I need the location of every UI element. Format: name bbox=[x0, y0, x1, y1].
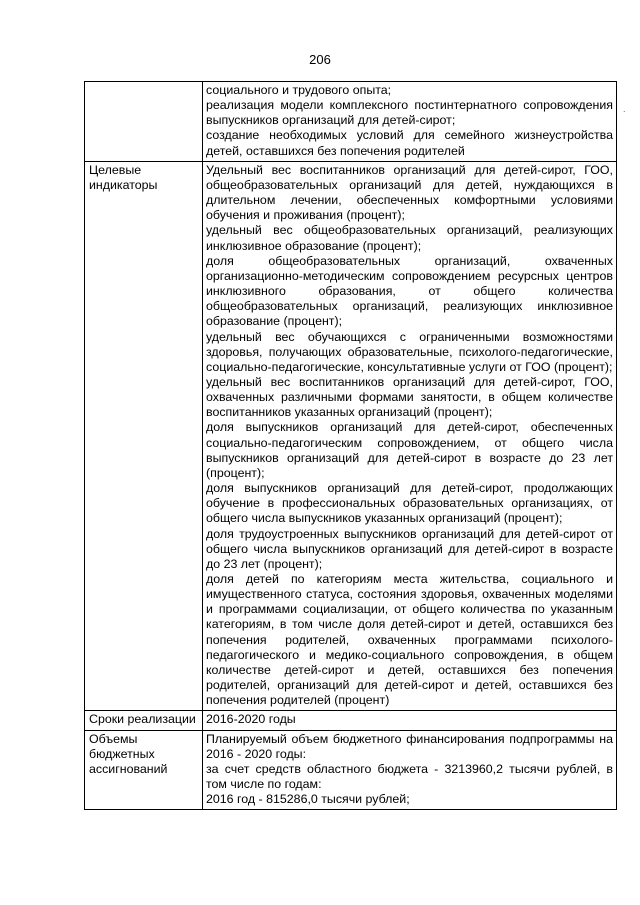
paragraph: реализация модели комплексного постинтернатного сопровождения выпускников организаций для детей-сирот; bbox=[206, 98, 613, 128]
margin-mark: . bbox=[623, 104, 626, 114]
paragraph: 2016-2020 годы bbox=[206, 712, 296, 727]
paragraph: Удельный вес воспитанников организаций для детей-сирот, ГОО, общеобразовательных организаций для детей, нуждающихся в длительном лечении, обеспеченных комфортными условиями обучения и проживания (процент); bbox=[206, 162, 613, 223]
paragraph: доля общеобразовательных организаций, охваченных организационно-методическим сопровождением ресурсных центров инклюзивного образования, от общего количества общеобразовательных организаций, реализующих инклюзивное образование (процент); bbox=[206, 253, 613, 329]
paragraph: Планируемый объем бюджетного финансирования подпрограммы на 2016 - 2020 годы: bbox=[206, 731, 613, 761]
paragraph: 2016 год - 815286,0 тысячи рублей; bbox=[206, 792, 410, 807]
table-row bbox=[85, 161, 617, 711]
page-number: 206 bbox=[309, 52, 331, 67]
paragraph: за счет средств областного бюджета - 3213960,2 тысячи рублей, в том числе по годам: bbox=[206, 761, 613, 792]
row-content bbox=[203, 161, 617, 711]
paragraph: удельный вес воспитанников организаций для детей-сирот, ГОО, охваченных различными формами занятости, в общем количестве воспитанников указанных организаций (процент); bbox=[206, 374, 613, 420]
table-row bbox=[85, 730, 617, 810]
paragraph: доля выпускников организаций для детей-сирот, обеспеченных социально-педагогическим сопровождением, от общего числа выпускников организаций для детей-сирот в возрасте до 23 лет (процент); bbox=[206, 420, 613, 480]
table-row bbox=[85, 82, 617, 162]
passport-table bbox=[84, 81, 617, 810]
row-label bbox=[85, 82, 203, 162]
paragraph: доля детей по категориям места жительства, социального и имущественного статуса, состояния здоровья, охваченных моделями и программами социализации, от общего количества по указанным категориям, в том числе доля детей-сирот и детей, оставшихся без попечения родителей, охваченных программами психолого-педагогического и медико-социального сопровождения, в общем количестве детей-сирот и детей, оставшихся без попечения родителей, организаций для детей-сирот и детей, оставшихся без попечения родителей (процент) bbox=[206, 572, 613, 708]
table-row bbox=[85, 711, 617, 730]
row-content bbox=[203, 730, 617, 810]
paragraph: удельный вес обучающихся с ограниченными возможностями здоровья, получающих образовательные, психолого-педагогические, социально-педагогические, консультативные услуги от ГОО (процент); bbox=[206, 329, 613, 374]
paragraph: создание необходимых условий для семейного жизнеустройства детей, оставшихся без попечения родителей bbox=[206, 128, 613, 158]
paragraph: доля выпускников организаций для детей-сирот, продолжающих обучение в профессиональных образовательных организациях, от общего числа выпускников указанных организаций (процент); bbox=[206, 481, 613, 526]
row-content bbox=[203, 711, 617, 730]
row-label: Сроки реализации bbox=[85, 711, 203, 730]
row-label: Объемы бюджетных ассигнований bbox=[85, 730, 203, 810]
paragraph: социального и трудового опыта; bbox=[206, 83, 392, 97]
row-content bbox=[203, 82, 617, 162]
row-label: Целевые индикаторы bbox=[85, 161, 203, 711]
paragraph: доля трудоустроенных выпускников организаций для детей-сирот от общего числа выпускников организаций для детей-сирот в возрасте до 23 лет (процент); bbox=[206, 526, 613, 571]
paragraph: удельный вес общеобразовательных организаций, реализующих инклюзивное образование (процент); bbox=[206, 223, 613, 253]
